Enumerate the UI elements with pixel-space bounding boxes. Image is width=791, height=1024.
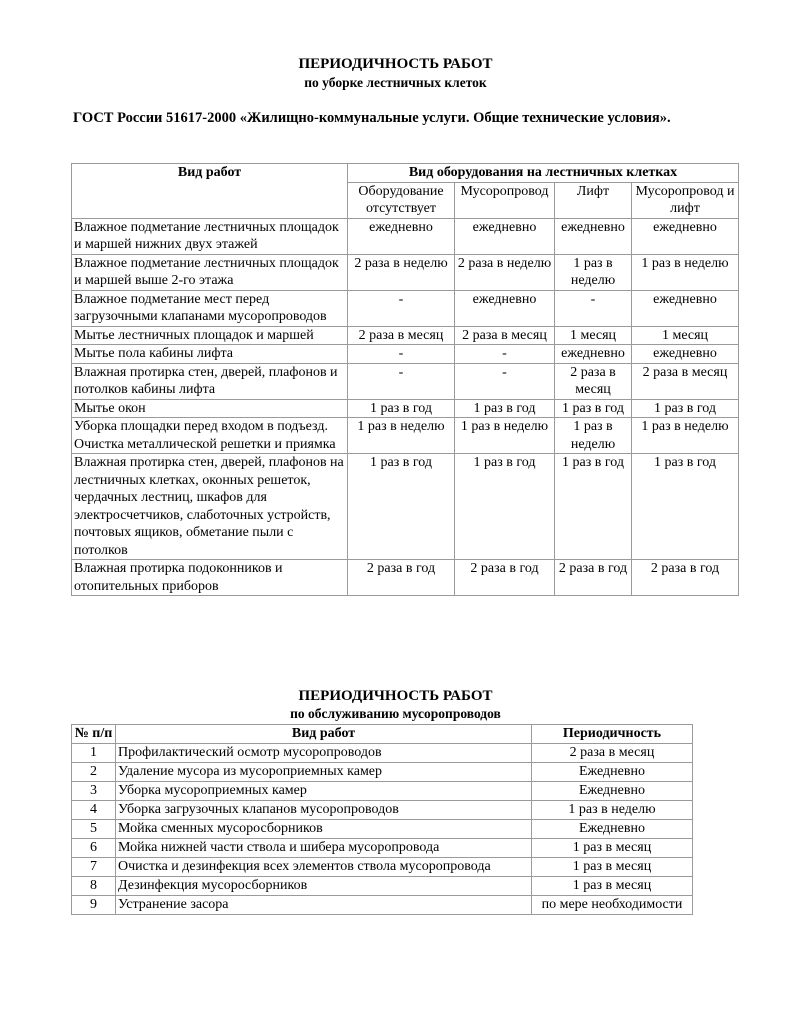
work-cell: Устранение засора — [116, 896, 532, 915]
work-cell: Дезинфекция мусоросборников — [116, 877, 532, 896]
header-garbage-chute: Мусоропровод — [455, 182, 555, 218]
frequency-cell: 1 раз в год — [632, 399, 739, 418]
work-cell: Уборка мусороприемных камер — [116, 782, 532, 801]
frequency-cell: 1 раз в год — [632, 454, 739, 560]
frequency-cell: - — [455, 363, 555, 399]
work-cell: Очистка и дезинфекция всех элементов ствола мусоропровода — [116, 858, 532, 877]
work-type-cell: Мытье окон — [72, 399, 348, 418]
work-type-cell: Мытье пола кабины лифта — [72, 345, 348, 364]
frequency-cell: 1 раз в неделю — [532, 801, 693, 820]
header-chute-and-elevator: Мусоропровод и лифт — [632, 182, 739, 218]
frequency-cell: 1 раз в месяц — [532, 858, 693, 877]
frequency-cell: 1 раз в год — [455, 454, 555, 560]
table2-header-row — [72, 725, 693, 744]
row-number-cell: 6 — [72, 839, 116, 858]
frequency-cell: 1 раз в год — [348, 454, 455, 560]
frequency-cell: 2 раза в год — [555, 560, 632, 596]
table-row — [72, 560, 739, 596]
frequency-cell: 1 раз в неделю — [632, 418, 739, 454]
frequency-cell: 1 раз в неделю — [555, 254, 632, 290]
cleaning-schedule-table — [71, 163, 739, 596]
frequency-cell: 2 раза в год — [632, 560, 739, 596]
frequency-cell: 2 раза в год — [455, 560, 555, 596]
frequency-cell: ежедневно — [632, 218, 739, 254]
work-type-cell: Влажное подметание лестничных площадок и маршей нижних двух этажей — [72, 218, 348, 254]
frequency-cell: ежедневно — [348, 218, 455, 254]
chute-service-table — [71, 724, 693, 915]
frequency-cell: 1 раз в год — [555, 399, 632, 418]
work-cell: Уборка загрузочных клапанов мусоропроводов — [116, 801, 532, 820]
work-cell: Профилактический осмотр мусоропроводов — [116, 744, 532, 763]
table1-body — [72, 218, 739, 596]
row-number-cell: 7 — [72, 858, 116, 877]
table-row — [72, 820, 693, 839]
header-elevator: Лифт — [555, 182, 632, 218]
table1-title: ПЕРИОДИЧНОСТЬ РАБОТ — [298, 56, 493, 72]
table-row — [72, 744, 693, 763]
frequency-cell: 1 раз в неделю — [455, 418, 555, 454]
table2-subtitle: по обслуживанию мусоропроводов — [290, 706, 501, 721]
frequency-cell: 2 раза в неделю — [348, 254, 455, 290]
row-number-cell: 8 — [72, 877, 116, 896]
frequency-cell: Ежедневно — [532, 820, 693, 839]
table1-header-row — [72, 164, 739, 183]
row-number-cell: 5 — [72, 820, 116, 839]
table-row — [72, 418, 739, 454]
frequency-cell: 2 раза в месяц — [455, 326, 555, 345]
work-type-cell: Влажная протирка подоконников и отопительных приборов — [72, 560, 348, 596]
frequency-cell: 1 раз в год — [455, 399, 555, 418]
table-row — [72, 896, 693, 915]
frequency-cell: 1 раз в неделю — [555, 418, 632, 454]
frequency-cell: 1 месяц — [632, 326, 739, 345]
frequency-cell: 1 раз в месяц — [532, 839, 693, 858]
work-type-cell: Уборка площадки перед входом в подъезд. Очистка металлической решетки и приямка — [72, 418, 348, 454]
work-cell: Мойка сменных мусоросборников — [116, 820, 532, 839]
work-cell: Удаление мусора из мусороприемных камер — [116, 763, 532, 782]
table-row — [72, 254, 739, 290]
frequency-cell: 2 раза в месяц — [532, 744, 693, 763]
row-number-cell: 9 — [72, 896, 116, 915]
frequency-cell: 2 раза в год — [348, 560, 455, 596]
header-work: Вид работ — [116, 725, 532, 744]
table-row — [72, 326, 739, 345]
row-number-cell: 4 — [72, 801, 116, 820]
frequency-cell: 1 раз в год — [348, 399, 455, 418]
frequency-cell: 2 раза в месяц — [348, 326, 455, 345]
table-row — [72, 801, 693, 820]
frequency-cell: Ежедневно — [532, 763, 693, 782]
table-row — [72, 877, 693, 896]
frequency-cell: 1 раз в неделю — [632, 254, 739, 290]
frequency-cell: 1 месяц — [555, 326, 632, 345]
row-number-cell: 2 — [72, 763, 116, 782]
header-equipment-type: Вид оборудования на лестничных клетках — [348, 164, 739, 183]
header-number: № п/п — [72, 725, 116, 744]
row-number-cell: 1 — [72, 744, 116, 763]
work-type-cell: Влажное подметание лестничных площадок и маршей выше 2-го этажа — [72, 254, 348, 290]
table-row — [72, 454, 739, 560]
frequency-cell: ежедневно — [555, 218, 632, 254]
frequency-cell: - — [348, 363, 455, 399]
table-row — [72, 782, 693, 801]
frequency-cell: ежедневно — [455, 290, 555, 326]
frequency-cell: - — [348, 345, 455, 364]
table2-title: ПЕРИОДИЧНОСТЬ РАБОТ — [298, 688, 493, 704]
table-row — [72, 290, 739, 326]
frequency-cell: - — [555, 290, 632, 326]
table-row — [72, 363, 739, 399]
frequency-cell: ежедневно — [632, 345, 739, 364]
header-frequency: Периодичность — [532, 725, 693, 744]
table-row — [72, 399, 739, 418]
work-type-cell: Влажная протирка стен, дверей, плафонов на лестничных клетках, оконных решеток, чердачных лестниц, шкафов для электросчетчиков, слаботочных устройств, почтовых ящиков, обметание пыли с потолков — [72, 454, 348, 560]
table1-subtitle: по уборке лестничных клеток — [304, 75, 487, 90]
frequency-cell: по мере необходимости — [532, 896, 693, 915]
table-row — [72, 839, 693, 858]
table-row — [72, 858, 693, 877]
frequency-cell: ежедневно — [632, 290, 739, 326]
table-row — [72, 763, 693, 782]
work-type-cell: Мытье лестничных площадок и маршей — [72, 326, 348, 345]
frequency-cell: Ежедневно — [532, 782, 693, 801]
frequency-cell: - — [455, 345, 555, 364]
header-work-type: Вид работ — [72, 164, 348, 219]
table-row — [72, 218, 739, 254]
table-row — [72, 345, 739, 364]
frequency-cell: - — [348, 290, 455, 326]
header-no-equipment: Оборудование отсутствует — [348, 182, 455, 218]
standard-reference: ГОСТ России 51617-2000 «Жилищно-коммунальные услуги. Общие технические условия». — [73, 110, 671, 126]
frequency-cell: ежедневно — [455, 218, 555, 254]
work-type-cell: Влажная протирка стен, дверей, плафонов и потолков кабины лифта — [72, 363, 348, 399]
work-cell: Мойка нижней части ствола и шибера мусоропровода — [116, 839, 532, 858]
work-type-cell: Влажное подметание мест перед загрузочными клапанами мусоропроводов — [72, 290, 348, 326]
row-number-cell: 3 — [72, 782, 116, 801]
frequency-cell: 2 раза в месяц — [555, 363, 632, 399]
frequency-cell: 1 раз в месяц — [532, 877, 693, 896]
frequency-cell: 2 раза в неделю — [455, 254, 555, 290]
table2-body — [72, 744, 693, 915]
frequency-cell: 1 раз в неделю — [348, 418, 455, 454]
frequency-cell: 2 раза в месяц — [632, 363, 739, 399]
frequency-cell: 1 раз в год — [555, 454, 632, 560]
frequency-cell: ежедневно — [555, 345, 632, 364]
